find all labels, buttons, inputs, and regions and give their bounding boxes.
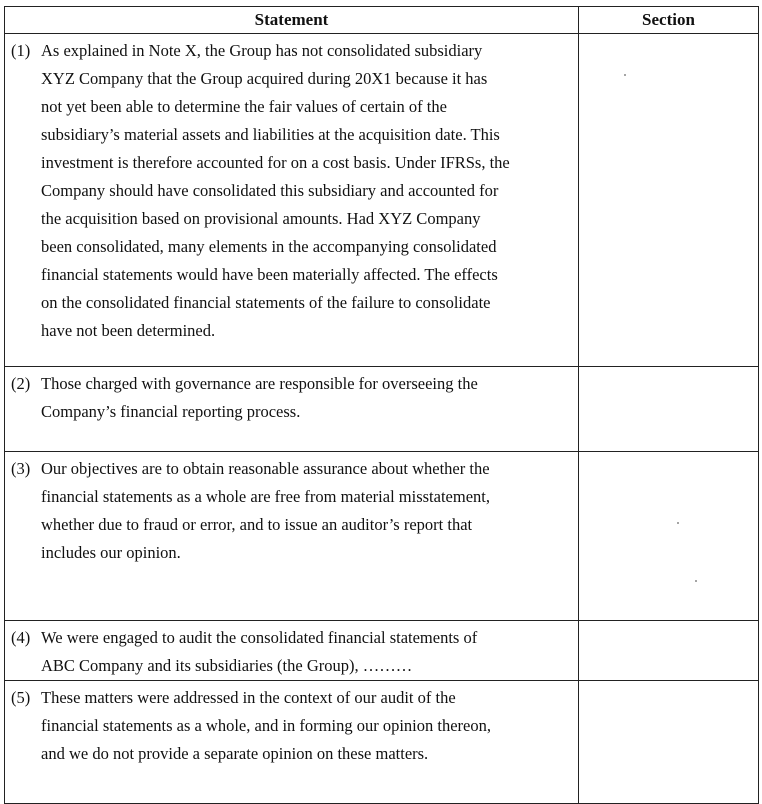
statement-line: XYZ Company that the Group acquired during 20X1 because it has <box>41 69 488 88</box>
table-row <box>5 621 759 681</box>
statement-number: (3) <box>11 459 31 478</box>
section-cell[interactable] <box>579 452 759 621</box>
statement-line: the acquisition based on provisional amounts. Had XYZ Company <box>41 209 481 228</box>
statement-line: Our objectives are to obtain reasonable assurance about whether the <box>41 459 490 478</box>
section-cell[interactable] <box>579 34 759 367</box>
statement-cell <box>5 34 579 367</box>
section-cell[interactable] <box>579 367 759 452</box>
statement-line: Company’s financial reporting process. <box>41 402 301 421</box>
statement-line: have not been determined. <box>41 321 216 340</box>
section-column-header: Section <box>579 7 759 34</box>
section-cell[interactable] <box>579 621 759 681</box>
table-row <box>5 367 759 452</box>
statement-column-header: Statement <box>5 7 579 34</box>
statement-line: ABC Company and its subsidiaries (the Group), ……… <box>41 656 413 675</box>
statement-cell <box>5 452 579 621</box>
statement-cell <box>5 367 579 452</box>
statement-line: subsidiary’s material assets and liabilities at the acquisition date. This <box>41 125 500 144</box>
statement-line: not yet been able to determine the fair values of certain of the <box>41 97 447 116</box>
statement-line: whether due to fraud or error, and to issue an auditor’s report that <box>41 515 473 534</box>
statement-line: and we do not provide a separate opinion on these matters. <box>41 744 429 763</box>
section-cell[interactable] <box>579 681 759 804</box>
statement-line: on the consolidated financial statements of the failure to consolidate <box>41 293 491 312</box>
table-row <box>5 34 759 367</box>
statement-line: Company should have consolidated this subsidiary and accounted for <box>41 181 499 200</box>
table-row <box>5 681 759 804</box>
statement-line: includes our opinion. <box>41 543 181 562</box>
scan-speck <box>677 522 679 524</box>
table-row <box>5 452 759 621</box>
table-header-row <box>5 7 759 34</box>
scan-speck <box>624 74 626 76</box>
statement-line: These matters were addressed in the context of our audit of the <box>41 688 456 707</box>
statement-line: financial statements would have been materially affected. The effects <box>41 265 498 284</box>
statement-number: (5) <box>11 688 31 707</box>
statement-line: financial statements as a whole, and in forming our opinion thereon, <box>41 716 491 735</box>
statement-cell <box>5 681 579 804</box>
statement-line: Those charged with governance are responsible for overseeing the <box>41 374 478 393</box>
statements-table <box>4 6 759 804</box>
statement-number: (1) <box>11 41 31 60</box>
statement-line: As explained in Note X, the Group has not consolidated subsidiary <box>41 41 483 60</box>
statement-cell <box>5 621 579 681</box>
statement-line: been consolidated, many elements in the accompanying consolidated <box>41 237 497 256</box>
scan-speck <box>695 580 697 582</box>
statement-line: financial statements as a whole are free from material misstatement, <box>41 487 490 506</box>
statement-line: investment is therefore accounted for on a cost basis. Under IFRSs, the <box>41 153 510 172</box>
statement-number: (2) <box>11 374 31 393</box>
statement-number: (4) <box>11 628 31 647</box>
statement-line: We were engaged to audit the consolidated financial statements of <box>41 628 478 647</box>
